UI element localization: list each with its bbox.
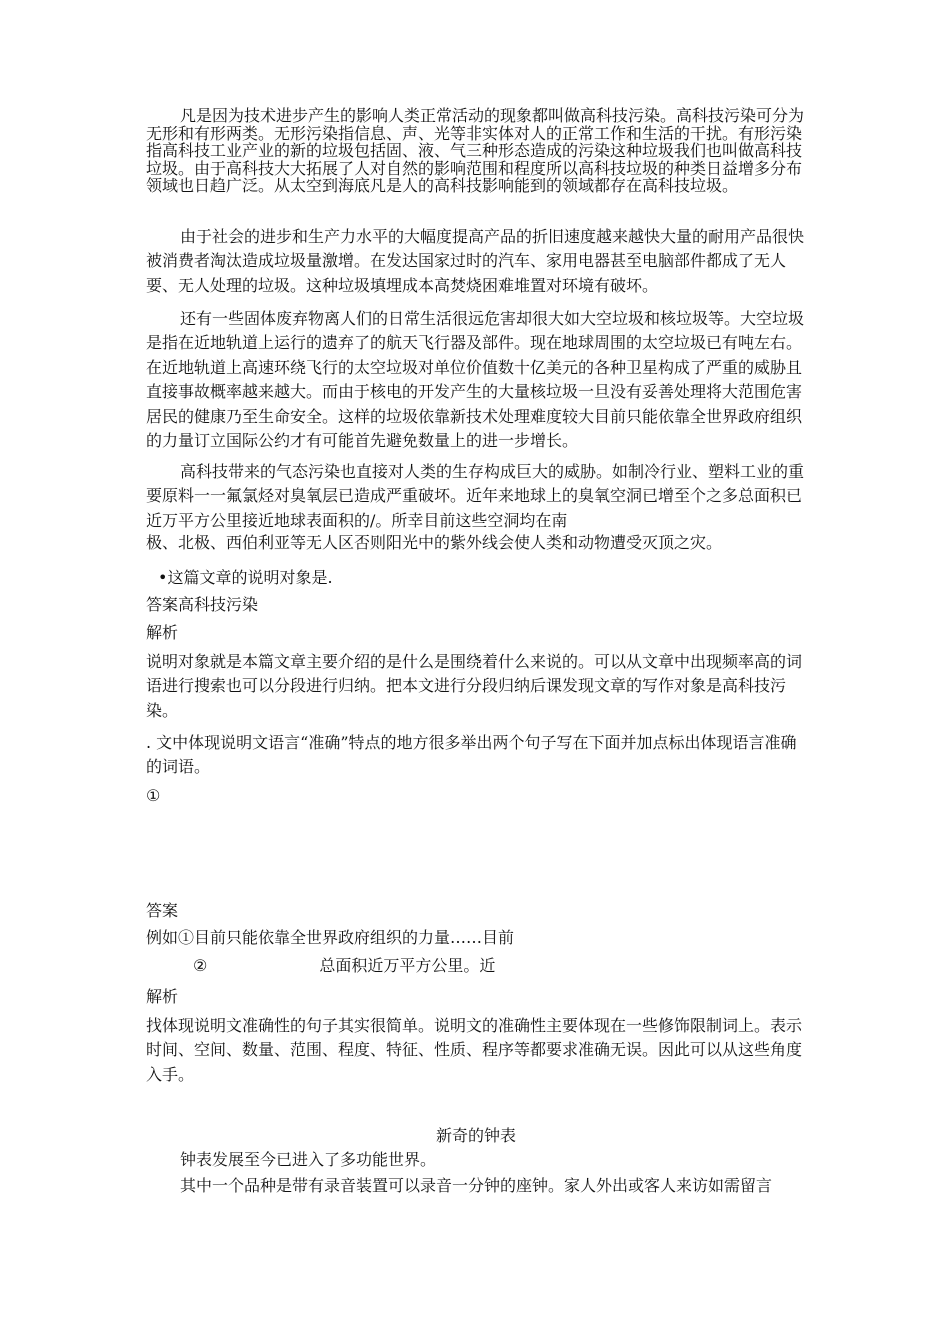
- answer-2-text: 总面积近万平方公里。近: [319, 956, 496, 975]
- clock-article-title: 新奇的钟表: [435, 1126, 516, 1145]
- question-2: . 文中体现说明文语言“准确”特点的地方很多举出两个句子写在下面并加点标出体现语言准确的词语。: [146, 733, 797, 777]
- question-2-answer-label: 答案: [146, 901, 179, 920]
- answer-2-marker: ②: [193, 956, 208, 975]
- article-paragraph-1: 凡是因为技术进步产生的影响人类正常活动的现象都叫做高科技污染。高科技污染可分为无形和有形两类。无形污染指信息、声、光等非实体对人的正常工作和生活的干扰。有形污染指高科技工业产业的新的垃圾包括固、液、气三种形态造成的污染这种垃圾我们也叫做高科技垃圾。由于高科技大大拓展了人对自然的影响范围和程度所以高科技垃圾的种类日益增多分布领域也日趋广泛。从太空到海底凡是人的高科技影响能到的领域都存在高科技垃圾。: [146, 106, 805, 196]
- question-2-analysis: 找体现说明文准确性的句子其实很简单。说明文的准确性主要体现在一些修饰限制词上。表示时间、空间、数量、范围、程度、特征、性质、程序等都要求准确无误。因此可以从这些角度入手。: [146, 1016, 803, 1084]
- question-2-blank-marker: ①: [146, 786, 161, 805]
- question-2-answer-line-2: [193, 954, 495, 978]
- article-paragraph-4: 高科技带来的气态污染也直接对人类的生存构成巨大的威胁。如制冷行业、塑料工业的重要原料一一氟氯烃对臭氧层已造成严重破坏。近年来地球上的臭氧空洞已增至个之多总面积已近万平方公里接近地球表面积的/。所幸目前这些空洞均在南: [146, 462, 805, 530]
- question-1-analysis: 说明对象就是本篇文章主要介绍的是什么是围绕着什么来说的。可以从文章中出现频率高的词语进行搜索也可以分段进行归纳。把本文进行分段归纳后课发现文章的写作对象是高科技污染。: [146, 652, 803, 720]
- article-paragraph-3: 还有一些固体废弃物离人们的日常生活很远危害却很大如大空垃圾和核垃圾等。大空垃圾是指在近地轨道上运行的遗弃了的航天飞行器及部件。现在地球周围的太空垃圾已有吨左右。在近地轨道上高速环绕飞行的太空垃圾对单位价值数十亿美元的各种卫星构成了严重的威胁且直接事故概率越来越大。而由于核电的开发产生的大量核垃圾一旦没有妥善处理将大范围危害居民的健康乃至生命安全。这样的垃圾依靠新技术处理难度较大目前只能依靠全世界政府组织的力量订立国际公约才有可能首先避免数量上的进一步增长。: [146, 309, 805, 451]
- article-paragraph-2: 由于社会的进步和生产力水平的大幅度提高产品的折旧速度越来越快大量的耐用产品很快被消费者淘汰造成垃圾量激增。在发达国家过时的汽车、家用电器甚至电脑部件都成了无人要、无人处理的垃圾。这种垃圾填埋成本高焚烧困难堆置对环境有破坏。: [146, 227, 805, 295]
- clock-article-line-2: 其中一个品种是带有录音装置可以录音一分钟的座钟。家人外出或客人来访如需留言: [180, 1176, 773, 1195]
- question-2-analysis-label: 解析: [146, 987, 179, 1006]
- article-paragraph-4-continued: 极、北极、西伯利亚等无人区否则阳光中的紫外线会使人类和动物遭受灭顶之灾。: [146, 533, 723, 552]
- clock-article-line-1: 钟表发展至今已进入了多功能世界。: [180, 1150, 437, 1169]
- question-1: •这篇文章的说明对象是.: [158, 568, 333, 587]
- question-2-answer-line-1: 例如①目前只能依靠全世界政府组织的力量……目前: [146, 928, 515, 947]
- question-1-answer: 答案高科技污染: [146, 595, 259, 614]
- question-1-analysis-label: 解析: [146, 623, 179, 642]
